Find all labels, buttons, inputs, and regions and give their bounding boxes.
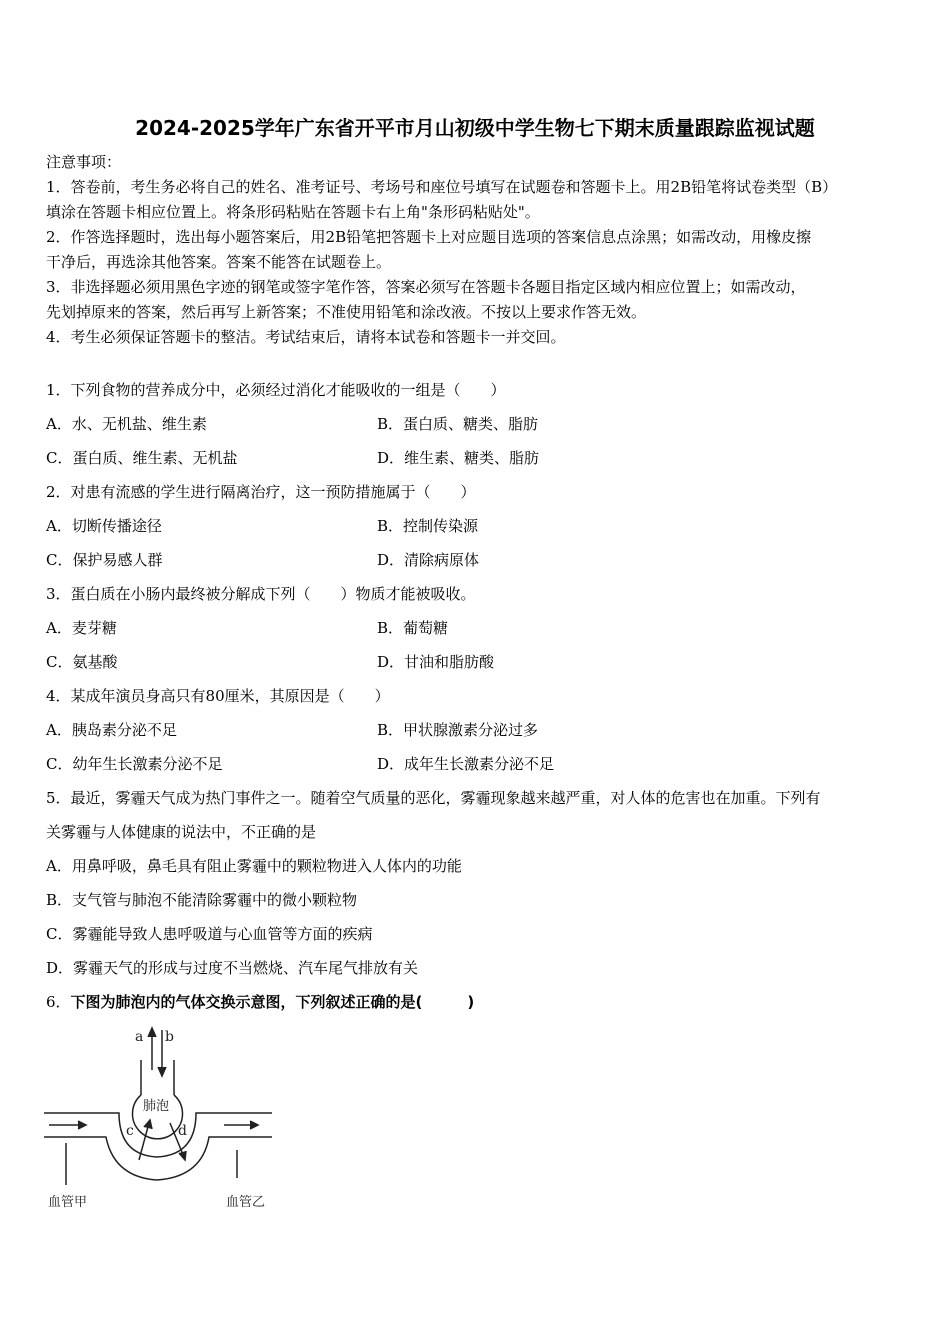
- option: D．成年生长激素分泌不足: [377, 755, 555, 773]
- option: B．控制传染源: [377, 517, 479, 535]
- option: B．葡萄糖: [377, 619, 449, 637]
- notes-heading: 注意事项：: [46, 153, 122, 171]
- note-line: 3．非选择题必须用黑色字迹的钢笔或签字笔作答，答案必须写在答题卡各题目指定区域内相应位置上；如需改动，: [46, 278, 806, 296]
- option: C．保护易感人群: [46, 551, 163, 569]
- question-stem: 1．下列食物的营养成分中，必须经过消化才能吸收的一组是（ ）: [46, 381, 506, 399]
- option: A．切断传播途径: [46, 517, 162, 535]
- label-alveolus: 肺泡: [143, 1099, 170, 1114]
- question-stem: 2．对患有流感的学生进行隔离治疗，这一预防措施属于（ ）: [46, 483, 476, 501]
- option: C．蛋白质、维生素、无机盐: [46, 449, 238, 467]
- alveolus-gas-exchange-diagram: [44, 1025, 279, 1220]
- option: D．维生素、糖类、脂肪: [377, 449, 540, 467]
- note-line: 干净后，再选涂其他答案。答案不能答在试题卷上。: [46, 253, 392, 271]
- option: A．水、无机盐、维生素: [46, 415, 207, 433]
- question-stem: 下图为肺泡内的气体交换示意图，下列叙述正确的是( ): [70, 993, 475, 1011]
- question-number: 6．: [46, 993, 71, 1011]
- label-b: b: [165, 1029, 174, 1045]
- option: A．胰岛素分泌不足: [46, 721, 177, 739]
- option: A．麦芽糖: [46, 619, 117, 637]
- note-line: 填涂在答题卡相应位置上。将条形码粘贴在答题卡右上角"条形码粘贴处"。: [46, 203, 540, 221]
- option: B．支气管与肺泡不能清除雾霾中的微小颗粒物: [46, 891, 358, 909]
- note-line: 4．考生必须保证答题卡的整洁。考试结束后，请将本试卷和答题卡一并交回。: [46, 328, 566, 346]
- note-line: 2．作答选择题时，选出每小题答案后，用2B铅笔把答题卡上对应题目选项的答案信息点涂黑；如需改动，用橡皮擦: [46, 228, 812, 246]
- question-stem: 3．蛋白质在小肠内最终被分解成下列（ ）物质才能被吸收。: [46, 585, 476, 603]
- note-line: 先划掉原来的答案，然后再写上新答案；不准使用铅笔和涂改液。不按以上要求作答无效。: [46, 303, 647, 321]
- question-stem: 5．最近，雾霾天气成为热门事件之一。随着空气质量的恶化，雾霾现象越来越严重，对人体的危害也在加重。下列有: [46, 789, 821, 807]
- label-vessel-1: 血管甲: [48, 1195, 88, 1210]
- option: D．雾霾天气的形成与过度不当燃烧、汽车尾气排放有关: [46, 959, 419, 977]
- label-a: a: [135, 1029, 144, 1045]
- page-title: 2024-2025学年广东省开平市月山初级中学生物七下期末质量跟踪监视试题: [135, 116, 815, 140]
- questions: [46, 373, 916, 1019]
- option: D．清除病原体: [377, 551, 480, 569]
- option: C．氨基酸: [46, 653, 118, 671]
- option: C．雾霾能导致人患呼吸道与心血管等方面的疾病: [46, 925, 373, 943]
- notes-section: [46, 150, 916, 350]
- question-stem-cont: 关雾霾与人体健康的说法中，不正确的是: [46, 823, 317, 841]
- option: D．甘油和脂肪酸: [377, 653, 495, 671]
- note-line: 1．答卷前，考生务必将自己的姓名、准考证号、考场号和座位号填写在试题卷和答题卡上。用2B铅笔将试卷类型（B）: [46, 178, 838, 196]
- option: A．用鼻呼吸，鼻毛具有阻止雾霾中的颗粒物进入人体内的功能: [46, 857, 462, 875]
- label-vessel-2: 血管乙: [226, 1195, 266, 1210]
- label-c: c: [126, 1123, 134, 1139]
- option: B．甲状腺激素分泌过多: [377, 721, 539, 739]
- option: C．幼年生长激素分泌不足: [46, 755, 223, 773]
- option: B．蛋白质、糖类、脂肪: [377, 415, 539, 433]
- question-stem: 4．某成年演员身高只有80厘米，其原因是（ ）: [46, 687, 390, 705]
- label-d: d: [178, 1123, 187, 1139]
